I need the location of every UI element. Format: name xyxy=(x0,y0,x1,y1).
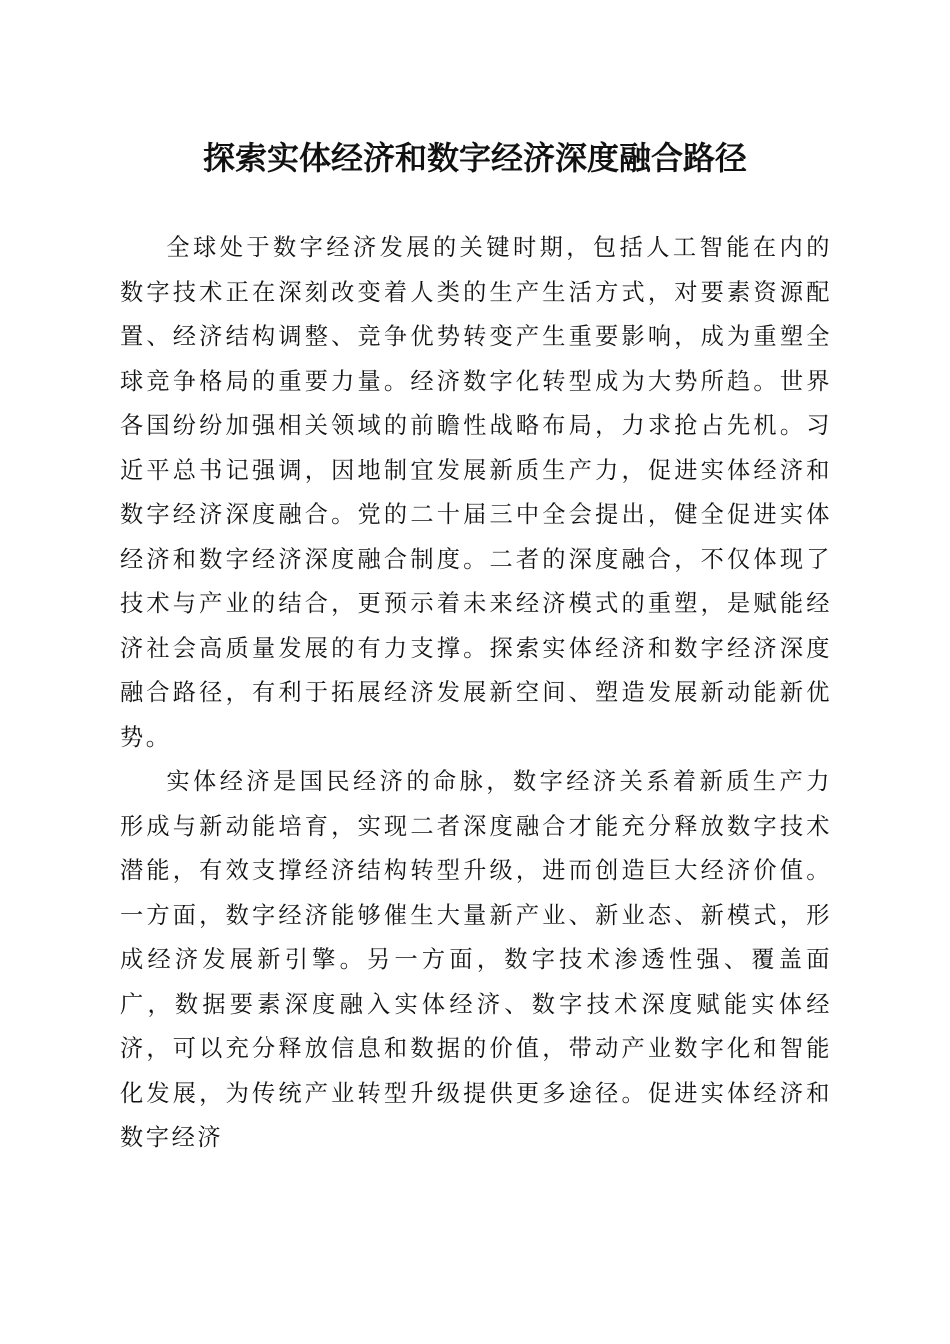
document-title: 探索实体经济和数字经济深度融合路径 xyxy=(202,139,747,177)
paragraph-1: 全球处于数字经济发展的关键时期，包括人工智能在内的数字技术正在深刻改变着人类的生产生活方式，对要素资源配置、经济结构调整、竞争优势转变产生重要影响，成为重塑全球竞争格局的重要力量。经济数字化转型成为大势所趋。世界各国纷纷加强相关领域的前瞻性战略布局，力求抢占先机。习近平总书记强调，因地制宜发展新质生产力，促进实体经济和数字经济深度融合。党的二十届三中全会提出，健全促进实体经济和数字经济深度融合制度。二者的深度融合，不仅体现了技术与产业的结合，更预示着未来经济模式的重塑，是赋能经济社会高质量发展的有力支撑。探索实体经济和数字经济深度融合路径，有利于拓展经济发展新空间、塑造发展新动能新优势。 xyxy=(120,234,832,751)
document-body xyxy=(120,226,832,1161)
paragraph-2: 实体经济是国民经济的命脉，数字经济关系着新质生产力形成与新动能培育，实现二者深度融合才能充分释放数字技术潜能，有效支撑经济结构转型升级，进而创造巨大经济价值。一方面，数字经济能够催生大量新产业、新业态、新模式，形成经济发展新引擎。另一方面，数字技术渗透性强、覆盖面广，数据要素深度融入实体经济、数字技术深度赋能实体经济，可以充分释放信息和数据的价值，带动产业数字化和智能化发展，为传统产业转型升级提供更多途径。促进实体经济和数字经济 xyxy=(120,768,832,1151)
